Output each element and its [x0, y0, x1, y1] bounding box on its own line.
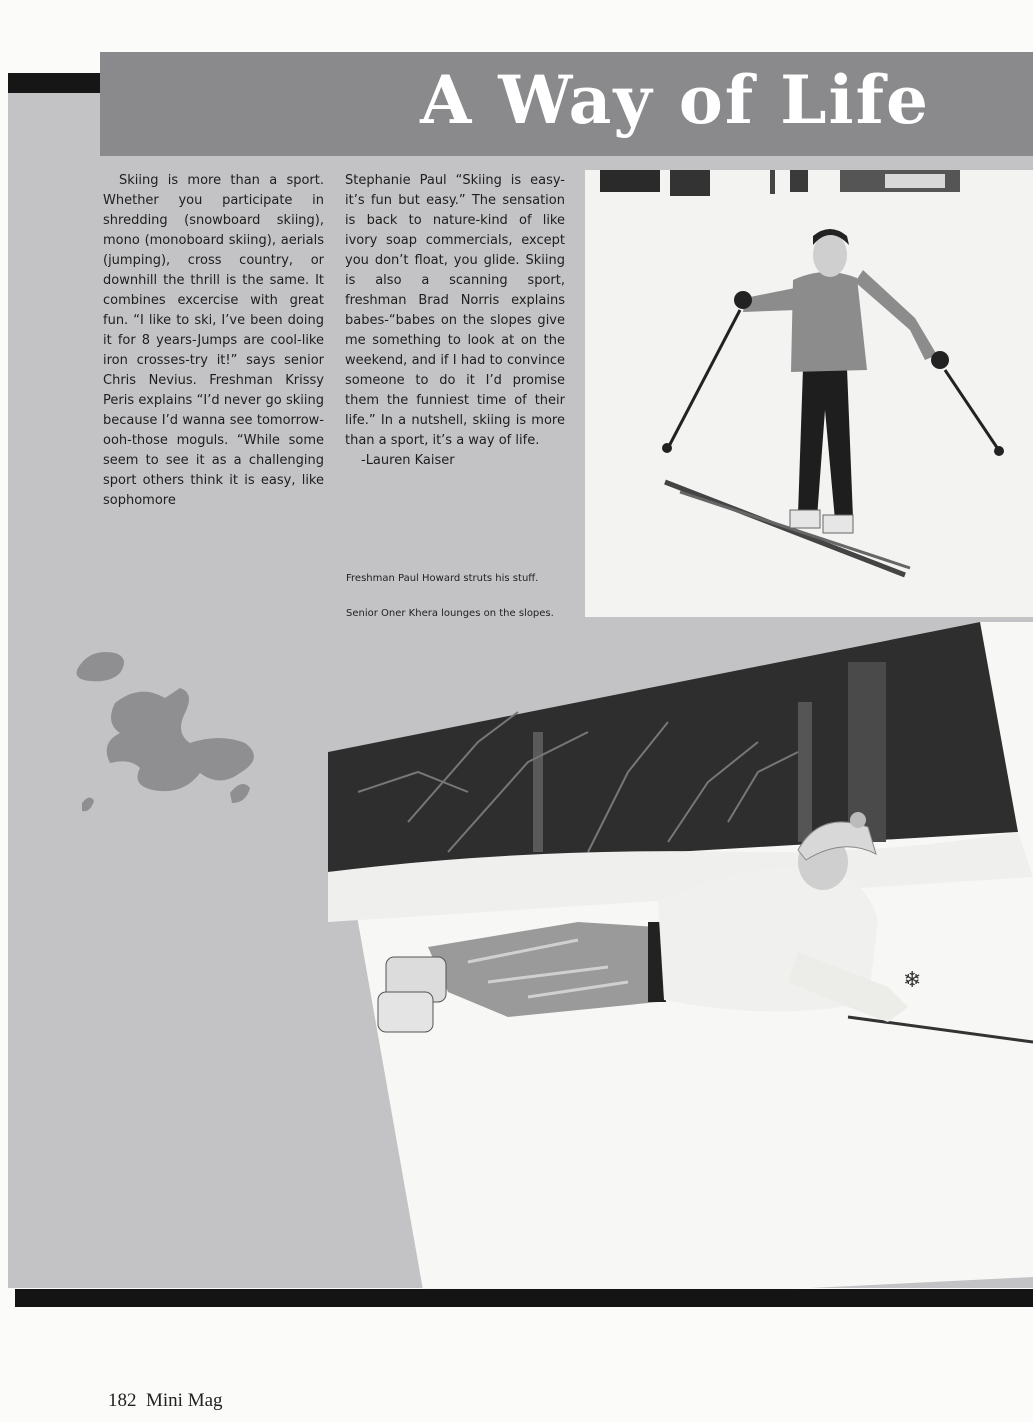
top-black-bar — [8, 73, 103, 93]
photo-skier-standing — [585, 170, 1033, 617]
bottom-black-bar — [15, 1289, 1033, 1307]
page-number: 182 — [108, 1390, 137, 1411]
photo-skier-lounging — [328, 622, 1033, 1307]
article-byline: -Lauren Kaiser — [361, 453, 455, 468]
caption-photo-2: Senior Oner Khera lounges on the slopes. — [346, 608, 554, 619]
skier-lounging-illustration — [328, 622, 1033, 1307]
caption-photo-1: Freshman Paul Howard struts his stuff. — [346, 573, 539, 584]
page-title: A Way of Life — [420, 61, 930, 139]
decorative-blob-icon — [70, 643, 270, 823]
svg-text:❄: ❄ — [903, 968, 922, 993]
article-column-1: Skiing is more than a sport. Whether you participate in shredding (snowboard skiing), mono (monoboard skiing), aerials (jumping), cross country, or downhill the thrill is the same. It combines excercise with great fun. “I like to ski, I’ve been doing it for 8 years-Jumps are cool-like iron crosses-try it!” says senior Chris Nevius. Freshman Krissy Peris explains “I’d never go skiing because I’d wanna see tomorrow-ooh-those moguls. “While some seem to see it as a challenging sport others think it is easy, like sophomore — [103, 173, 324, 508]
article-column-2: Stephanie Paul “Skiing is easy-it’s fun but easy.” The sensation is back to nature-kind of like ivory soap commercials, except you don’t float, you glide. Skiing is also a scanning sport, freshman Brad Norris explains babes-“babes on the slopes give me something to look at on the weekend, and if I had to convince someone to do it I’d promise them the funniest time of their life.” In a nutshell, skiing is more than a sport, it’s a way of life. — [345, 173, 565, 448]
section-name: Mini Mag — [146, 1390, 223, 1411]
skier-standing-illustration — [585, 170, 1033, 617]
page-footer — [108, 1390, 223, 1412]
